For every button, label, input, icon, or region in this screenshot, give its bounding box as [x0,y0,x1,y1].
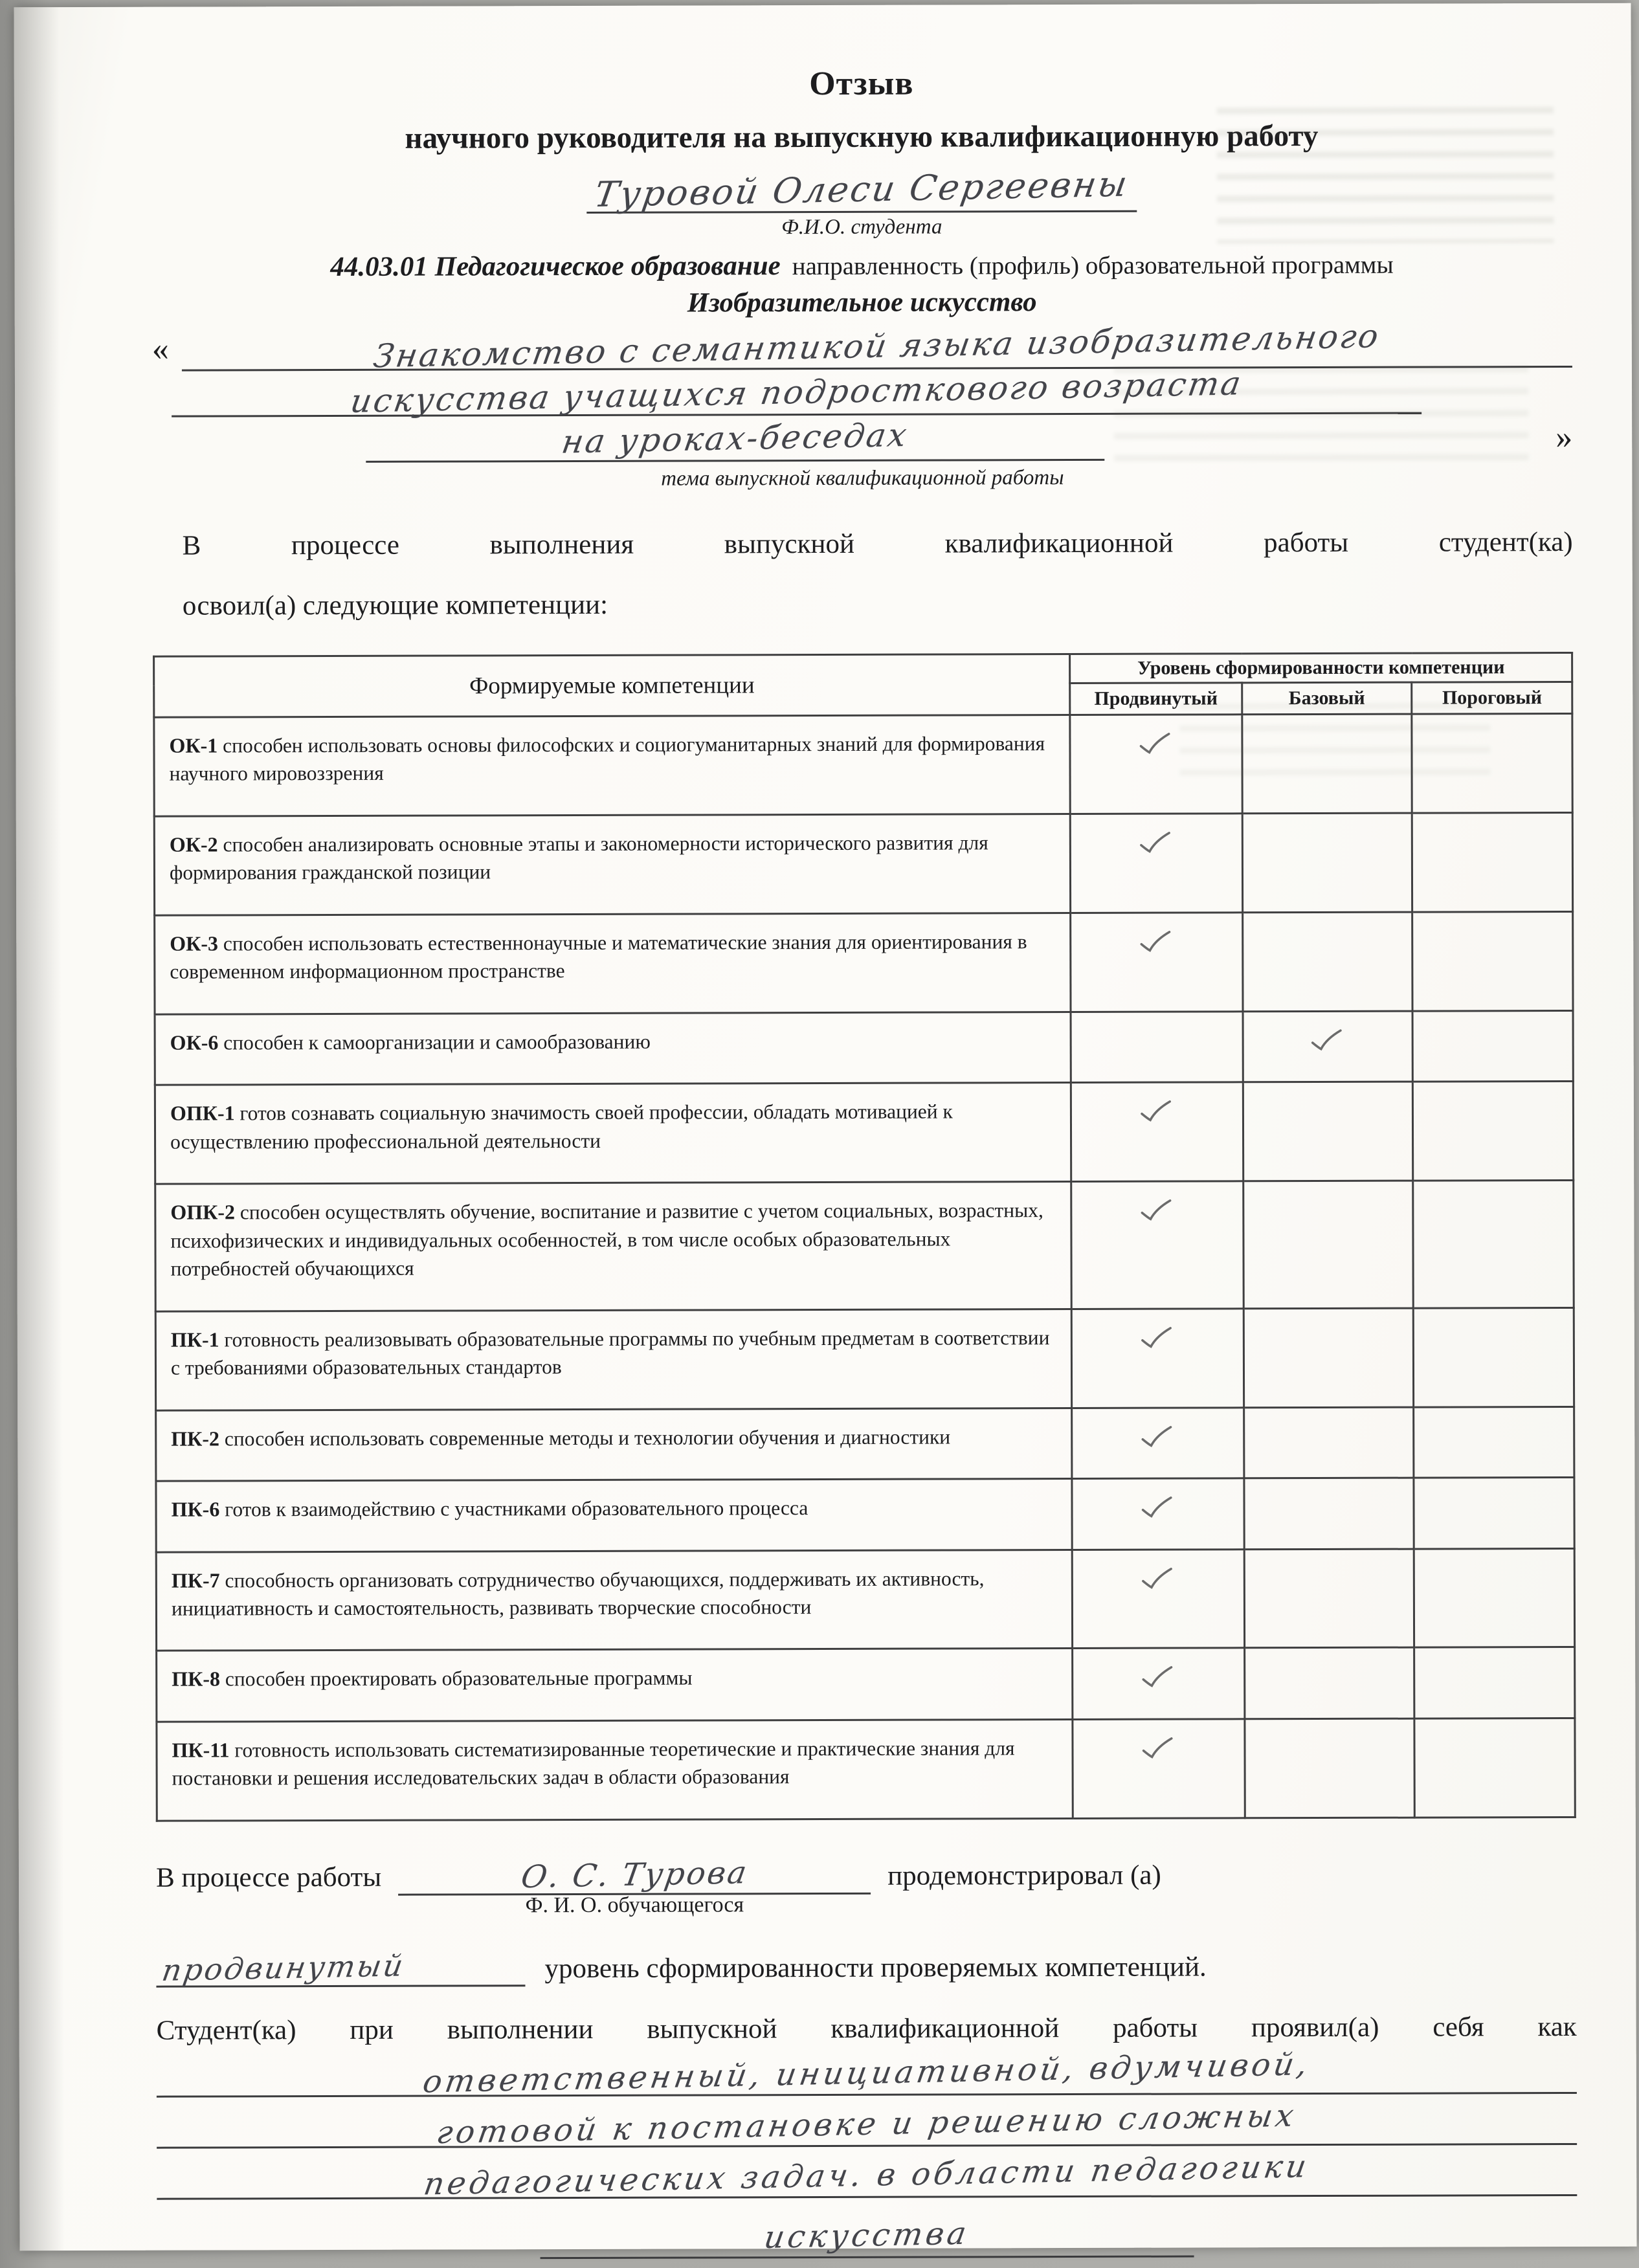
checkmark-icon [1309,1027,1347,1055]
competency-code: ПК-7 [171,1568,220,1592]
checkmark-icon [1139,1735,1177,1763]
level-cell-checked [1072,1308,1244,1408]
competency-description: ПК-2 способен использовать современные методы и технологии обучения и диагностики [156,1408,1073,1481]
student-qualities-intro: Студент(ка) при выполнении выпускной квалификационной работы проявил(а) себя как [156,2011,1577,2046]
program-line [151,248,1572,284]
student-name-blank [586,163,1137,216]
table-header-row-1 [154,652,1572,685]
competency-code: ОПК-1 [170,1101,235,1125]
checkmark-icon [1137,929,1176,957]
competency-table-head [154,652,1572,717]
doc-subtitle: научного руководителя на выпускную квалификационную работу [405,119,1319,155]
level-cell-empty [1244,1648,1414,1719]
theme-line-1-handwritten: Знакомство с семантикой языка изобразительного [371,317,1383,375]
level-cell-empty [1414,1307,1574,1407]
qualities-1-handwritten: ответственный, инициативной, вдумчивой, [420,2045,1313,2100]
level-cell-checked [1073,1549,1245,1649]
checkmark-icon [1137,731,1175,759]
intro-line-1: В процессе выполнения выпускной квалификационной работы студент(ка) [182,526,1573,561]
level-basic-header: Базовый [1242,682,1412,715]
level-cell-empty [1414,1718,1575,1818]
competency-description: ПК-7 способность организовать сотрудничество обучающихся, поддерживать их активность, инициативность и самостоятельность, развивать творческие способности [156,1550,1073,1651]
level-cell-empty [1414,1478,1574,1549]
student-name-row [151,163,1572,216]
competency-table-body [154,713,1575,1821]
qualities-line-4 [541,2206,1194,2259]
competency-row [156,1406,1574,1481]
competency-row [156,1478,1574,1552]
competency-row [156,1548,1574,1651]
checkmark-icon [1139,1424,1177,1452]
theme-line-2-handwritten: искусства учащихся подросткового возраста [348,364,1245,420]
supervisor-name-handwritten: О. С. Турова [518,1854,751,1896]
competency-row [157,1718,1575,1821]
competency-row [157,1647,1575,1722]
competency-code: ОК-2 [169,832,218,856]
competencies-header: Формируемые компетенции [154,654,1071,718]
competency-description: ПК-8 способен проектировать образовательные программы [157,1649,1073,1722]
level-cell-checked [1071,913,1243,1012]
qualities-line-3 [157,2145,1577,2203]
program-code: 44.03.01 Педагогическое образование [330,250,781,282]
competency-code: ОК-1 [169,733,218,757]
checkmark-icon [1138,1197,1176,1225]
level-cell-empty [1243,1407,1414,1478]
competency-description: ОПК-1 готов сознавать социальную значимость своей профессии, обладать мотивацией к осуществлению профессиональной деятельности [155,1083,1071,1184]
intro-paragraph [153,526,1573,622]
competency-code: ПК-8 [172,1667,221,1691]
level-cell-empty [1413,1181,1574,1308]
checkmark-icon [1139,1665,1177,1693]
competency-row [155,1082,1573,1184]
level-cell-checked [1071,1181,1243,1309]
competency-code: ПК-2 [171,1427,220,1451]
theme-row-1 [151,317,1572,375]
footer-section [156,1854,1578,2260]
document-page [14,3,1636,2256]
level-cell-empty [1071,1012,1242,1083]
program-profile: Изобразительное искусство [687,287,1037,318]
level-cell-empty [1243,1181,1413,1308]
competency-code: ОПК-2 [170,1200,236,1224]
competency-row [154,812,1572,915]
competency-description: ОК-1 способен использовать основы философских и социогуманитарных знаний для формирования научного мировоззрения [154,715,1071,817]
competency-row [155,911,1573,1014]
level-header: Уровень сформированности компетенции [1070,652,1572,683]
qualities-line-1 [157,2043,1577,2098]
competency-row [154,713,1572,816]
level-cell-empty [1413,1082,1574,1181]
theme-line-3-handwritten: на уроках-беседах [559,416,911,461]
competency-row [155,1181,1574,1311]
student-name-handwritten: Туровой Олеси Сергеевны [592,163,1132,216]
open-quote: « [151,330,169,368]
level-cell-empty [1244,1718,1414,1818]
checkmark-icon [1139,1495,1177,1522]
theme-caption: тема выпускной квалификационной работы [661,466,1064,491]
theme-row-3 [152,417,1572,463]
process-line [155,1854,1576,1918]
checkmark-icon [1138,1099,1176,1127]
competency-code: ПК-6 [171,1497,220,1521]
competency-code: ПК-11 [172,1738,230,1762]
qualities-line-2 [157,2094,1577,2149]
competency-code: ОК-3 [170,931,219,955]
competency-row [155,1307,1574,1410]
theme-row-2 [152,364,1572,420]
close-quote: » [1555,418,1573,456]
level-cell-empty [1412,1010,1573,1082]
level-cell-empty [1412,812,1573,912]
program-note: направленность (профиль) образовательной программы [792,250,1394,281]
competency-description: ОК-3 способен использовать естественнонаучные и математические знания для ориентирования в современном информационном пространстве [155,913,1071,1014]
competency-description: ОК-2 способен анализировать основные этапы и закономерности исторического развития для формирования гражданской позиции [154,814,1071,915]
level-cell-empty [1414,1406,1574,1478]
level-cell-empty [1243,1308,1414,1408]
level-cell-checked [1072,1478,1243,1550]
level-cell-empty [1242,714,1412,814]
level-cell-checked [1073,1648,1244,1719]
level-blank [156,1950,525,1987]
doc-title: Отзыв [809,65,914,103]
level-line [156,1947,1576,1988]
level-cell-empty [1412,713,1572,813]
competency-description: ОПК-2 способен осуществлять обучение, воспитание и развитие с учетом социальных, возрастных, психофизических и индивидуальных особенностей, в том числе особых образовательных потребностей обучающихся [155,1182,1072,1311]
level-cell-checked [1073,1719,1245,1819]
theme-blank-3 [366,416,1104,463]
theme-blank-1 [182,317,1572,375]
competency-code: ПК-1 [170,1328,219,1351]
level-cell-empty [1244,1549,1414,1649]
theme-blank-2 [172,364,1422,420]
level-cell-empty [1243,1478,1414,1549]
student-name-caption: Ф.И.О. студента [781,215,942,239]
level-handwritten: продвинутый [159,1948,408,1988]
competency-row [155,1010,1573,1085]
intro-line-2: освоил(а) следующие компетенции: [182,589,608,621]
competency-description: ПК-11 готовность использовать систематизированные теоретические и практические знания для постановки и решения исследовательских задач в области образования [157,1719,1073,1821]
competency-description: ПК-1 готовность реализовывать образовательные программы по учебным предметам в соответствии с требованиями образовательных стандартов [155,1309,1072,1410]
process-suffix: продемонстрировал (а) [887,1860,1161,1891]
qualities-4-handwritten: искусства [762,2215,972,2256]
level-cell-empty [1243,1082,1413,1181]
level-cell-checked [1071,814,1243,913]
level-cell-empty [1242,912,1412,1012]
theme-section [151,317,1573,463]
level-cell-checked [1070,715,1242,814]
level-cell-empty [1412,911,1573,1011]
level-cell-empty [1414,1548,1575,1648]
level-threshold-header: Пороговый [1412,682,1572,714]
supervisor-name-blank [398,1854,871,1918]
competency-table [153,652,1576,1822]
level-advanced-header: Продвинутый [1070,683,1242,715]
level-cell-empty [1242,813,1412,913]
level-cell-checked [1071,1082,1243,1182]
qualities-3-handwritten: педагогических задач. в области педагогики [421,2148,1313,2203]
competency-description: ПК-6 готов к взаимодействию с участниками образовательного процесса [156,1479,1073,1552]
level-cell-checked [1072,1407,1243,1478]
process-prefix: В процессе работы [155,1862,382,1893]
competency-code: ОК-6 [170,1030,219,1054]
qualities-2-handwritten: готовой к постановке и решению сложных [434,2097,1300,2151]
level-cell-empty [1414,1647,1575,1718]
checkmark-icon [1139,1566,1177,1594]
level-suffix: уровень сформированности проверяемых компетенций. [544,1951,1207,1984]
level-cell-checked [1243,1011,1413,1082]
checkmark-icon [1139,1325,1177,1353]
supervisor-name-caption: Ф. И. О. обучающегося [525,1893,744,1918]
checkmark-icon [1137,830,1176,858]
competency-description: ОК-6 способен к самоорганизации и самообразованию [155,1012,1071,1085]
